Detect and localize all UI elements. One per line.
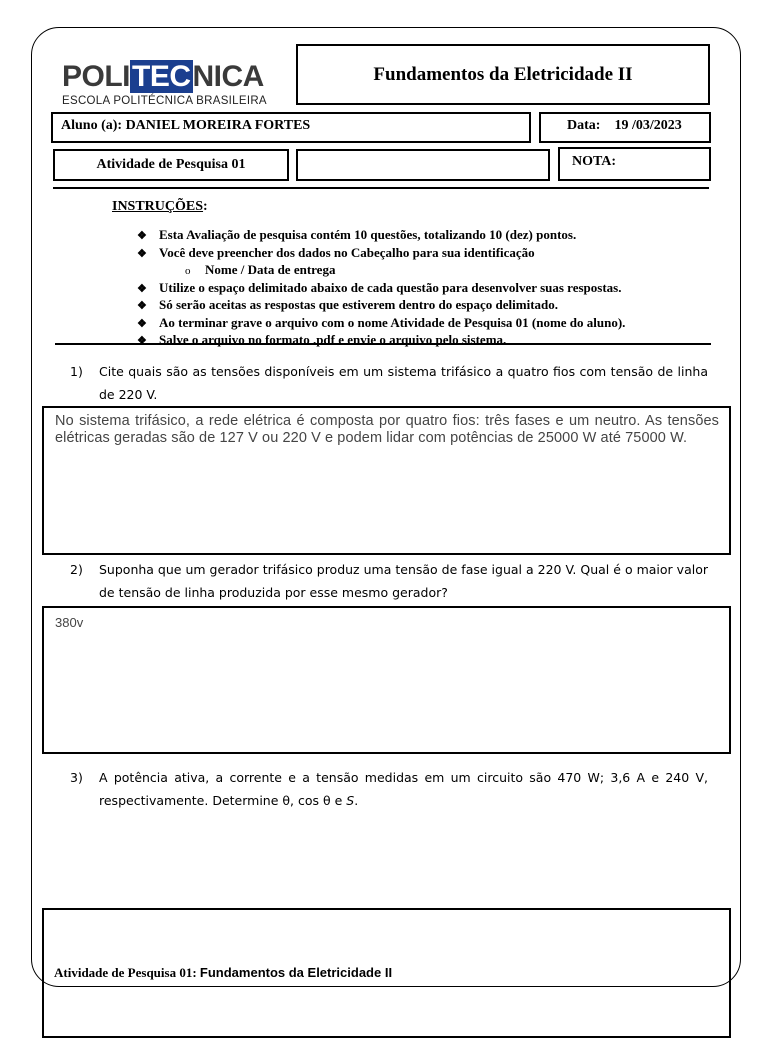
- blank-header-field[interactable]: [296, 149, 550, 181]
- date-value: 19 /03/2023: [614, 118, 682, 133]
- list-item: ❖ Utilize o espaço delimitado abaixo de cada questão para desenvolver suas respostas.: [137, 280, 697, 298]
- list-item: ❖ Só serão aceitas as respostas que estiverem dentro do espaço delimitado.: [137, 297, 697, 315]
- list-item: ❖ Você deve preencher dos dados no Cabeçalho para sua identificação: [137, 245, 697, 263]
- footer-prefix: Atividade de Pesquisa 01:: [54, 965, 197, 980]
- grade-field[interactable]: [558, 147, 711, 181]
- answer-box-1[interactable]: No sistema trifásico, a rede elétrica é composta por quatro fios: três fases e um neutro. As tensões elétricas geradas são de 127 V ou 220 V e podem lidar com potências de 25000 W até 75000 W.: [42, 406, 731, 555]
- footer-course: Fundamentos da Eletricidade II: [199, 965, 393, 980]
- student-label: Aluno (a):: [61, 118, 123, 133]
- logo-wordmark: POLITECNICA: [62, 60, 264, 93]
- question-number: 1): [70, 364, 83, 379]
- question-text: Cite quais são as tensões disponíveis em um sistema trifásico a quatro fios com tensão de linha de 220 V.: [99, 364, 708, 402]
- logo-subtitle: ESCOLA POLITÉCNICA BRASILEIRA: [62, 95, 267, 107]
- list-item: ❖ Salve o arquivo no formato .pdf e envie o arquivo pelo sistema.: [137, 332, 697, 350]
- list-item: ❖ Ao terminar grave o arquivo com o nome Atividade de Pesquisa 01 (nome do aluno).: [137, 315, 697, 333]
- activity-label: Atividade de Pesquisa 01: [53, 149, 289, 181]
- date-field[interactable]: [539, 112, 711, 143]
- question-number: 2): [70, 562, 83, 577]
- instructions-divider: [55, 343, 711, 345]
- page-footer: [54, 965, 392, 981]
- diamond-bullet-icon: ❖: [137, 300, 147, 312]
- diamond-bullet-icon: ❖: [137, 282, 147, 295]
- grade-label: NOTA:: [572, 154, 617, 169]
- list-subitem: o Nome / Data de entrega: [137, 262, 697, 280]
- question-2: [70, 558, 708, 604]
- question-text: Suponha que um gerador trifásico produz uma tensão de fase igual a 220 V. Qual é o maior valor de tensão de linha produzida por esse mesmo gerador?: [99, 562, 708, 600]
- circle-bullet-icon: o: [185, 265, 191, 277]
- answer-box-2[interactable]: 380v: [42, 606, 731, 754]
- diamond-bullet-icon: ❖: [137, 335, 147, 347]
- header-divider: [53, 187, 709, 189]
- school-logo: [62, 60, 267, 110]
- course-title: Fundamentos da Eletricidade II: [296, 44, 710, 105]
- diamond-bullet-icon: ❖: [137, 230, 147, 242]
- student-field[interactable]: [51, 112, 531, 143]
- diamond-bullet-icon: ❖: [137, 317, 147, 330]
- question-1: [70, 360, 708, 406]
- date-label: Data:: [567, 118, 601, 133]
- list-item: ❖ Esta Avaliação de pesquisa contém 10 questões, totalizando 10 (dez) pontos.: [137, 227, 697, 245]
- question-text: A potência ativa, a corrente e a tensão medidas em um circuito são 470 W; 3,6 A e 240 V, respectivamente. Determine θ, cos θ e S.: [99, 770, 708, 808]
- instructions-title: INSTRUÇÕES:: [112, 199, 208, 214]
- question-number: 3): [70, 770, 83, 785]
- instructions-list: [137, 227, 697, 347]
- diamond-bullet-icon: ❖: [137, 247, 147, 260]
- question-3: [70, 766, 708, 812]
- student-name: DANIEL MOREIRA FORTES: [125, 118, 311, 133]
